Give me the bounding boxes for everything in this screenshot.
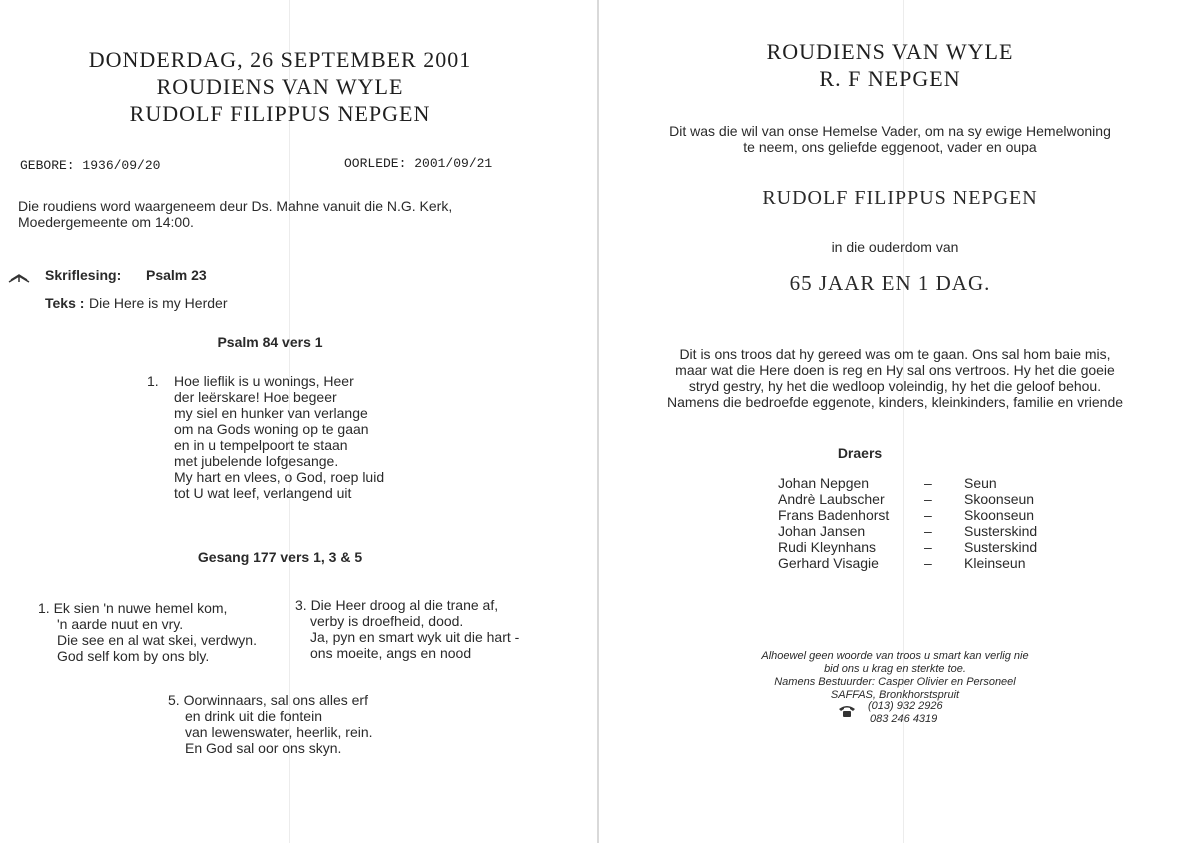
hymn-verse-5 <box>168 692 373 756</box>
psalm-line: My hart en vlees, o God, roep luid <box>174 469 385 485</box>
hymn-title: Gesang 177 vers 1, 3 & 5 <box>197 549 363 565</box>
phone-2: 083 246 4319 <box>870 713 938 725</box>
hymn-line: verby is droefheid, dood. <box>310 613 464 629</box>
psalm-line: met jubelende lofgesange. <box>174 453 339 469</box>
bearer-dash: – <box>924 475 932 491</box>
table-row <box>778 539 1037 555</box>
hymn-line: 5. Oorwinnaars, sal ons alles erf <box>168 692 368 708</box>
heading-name: RUDOLF FILIPPUS NEPGEN <box>129 101 431 126</box>
heading-initials: R. F NEPGEN <box>819 66 961 91</box>
hymn-line: 1. Ek sien 'n nuwe hemel kom, <box>38 600 228 616</box>
bearer-name: Frans Badenhorst <box>778 507 890 523</box>
reading-value: Psalm 23 <box>146 267 207 283</box>
hymn-line: en drink uit die fontein <box>185 708 322 724</box>
hymn-line: God self kom by ons bly. <box>57 648 210 664</box>
bearer-dash: – <box>924 539 932 555</box>
bearer-dash: – <box>924 555 932 571</box>
comfort-line: Dit is ons troos dat hy gereed was om te gaan. Ons sal hom baie mis, <box>679 346 1111 362</box>
psalm-line: Hoe lieflik is u wonings, Heer <box>174 373 354 389</box>
bearer-name: Gerhard Visagie <box>778 555 879 571</box>
bearer-dash: – <box>924 491 932 507</box>
psalm-title: Psalm 84 vers 1 <box>217 334 323 350</box>
hymn-line: 3. Die Heer droog al die trane af, <box>295 597 499 613</box>
bearer-relation: Susterskind <box>964 539 1038 555</box>
intro-line: te neem, ons geliefde eggenoot, vader en oupa <box>743 139 1037 155</box>
bearer-relation: Skoonseun <box>964 491 1035 507</box>
left-heading <box>20 46 540 127</box>
hymn-verse-3 <box>295 597 519 661</box>
heading-service: ROUDIENS VAN WYLE <box>766 39 1014 64</box>
intro-line: Die roudiens word waargeneem deur Ds. Mahne vanuit die N.G. Kerk, <box>18 198 453 214</box>
heading-date: DONDERDAG, 26 SEPTEMBER 2001 <box>88 47 472 72</box>
hymn-line: ons moeite, angs en nood <box>310 645 472 661</box>
psalm-line: tot U wat leef, verlangend uit <box>174 485 352 501</box>
intro-line: Moedergemeente om 14:00. <box>18 214 194 230</box>
bearers-list <box>778 475 1037 571</box>
right-intro <box>620 123 1160 155</box>
service-intro <box>18 198 452 230</box>
footer-line: bid ons u krag en sterkte toe. <box>824 663 966 675</box>
hymn-line: 'n aarde nuut en vry. <box>57 616 184 632</box>
text-label: Teks : <box>45 295 85 311</box>
psalm-line: my siel en hunker van verlange <box>174 405 368 421</box>
comfort-line: stryd gestry, hy het die wedloop voleindig, hy het die geloof behou. <box>688 378 1102 394</box>
table-row <box>778 507 1037 523</box>
hymn-line: En God sal oor ons skyn. <box>185 740 342 756</box>
bearer-relation: Seun <box>964 475 997 491</box>
bearers-title: Draers <box>837 445 883 461</box>
bearer-relation: Skoonseun <box>964 507 1035 523</box>
table-row <box>778 523 1037 539</box>
deceased-name: RUDOLF FILIPPUS NEPGEN <box>762 187 1038 209</box>
bearer-name: Johan Nepgen <box>778 475 870 491</box>
hymn-line: van lewenswater, heerlik, rein. <box>185 724 373 740</box>
comfort-text <box>620 346 1170 410</box>
page-fold-center <box>597 0 599 843</box>
heading-service: ROUDIENS VAN WYLE <box>156 74 404 99</box>
psalm-line: der leërskare! Hoe begeer <box>174 389 337 405</box>
phone-1: (013) 932 2926 <box>868 700 943 712</box>
bearer-relation: Kleinseun <box>964 555 1026 571</box>
text-value: Die Here is my Herder <box>89 295 228 311</box>
comfort-line: Namens die bedroefde eggenote, kinders, kleinkinders, familie en vriende <box>666 394 1124 410</box>
table-row <box>778 475 1037 491</box>
death-date: OORLEDE: 2001/09/21 <box>344 156 493 171</box>
bearer-dash: – <box>924 507 932 523</box>
telephone-icon <box>838 704 856 723</box>
psalm-line: en in u tempelpoort te staan <box>174 437 348 453</box>
footer-line: Alhoewel geen woorde van troos u smart kan verlig nie <box>761 650 1029 662</box>
psalm-line: om na Gods woning op te gaan <box>174 421 369 437</box>
table-row <box>778 491 1037 507</box>
bible-icon <box>8 270 30 288</box>
comfort-line: maar wat die Here doen is reg en Hy sal ons vertroos. Hy het die goeie <box>675 362 1115 378</box>
psalm-number: 1. <box>147 373 159 389</box>
age: 65 JAAR EN 1 DAG. <box>789 271 991 295</box>
bearer-name: Andrè Laubscher <box>778 491 885 507</box>
age-intro: in die ouderdom van <box>831 239 959 255</box>
bearer-relation: Susterskind <box>964 523 1038 539</box>
psalm-verse <box>174 373 384 501</box>
intro-line: Dit was die wil van onse Hemelse Vader, om na sy ewige Hemelwoning <box>669 123 1111 139</box>
bearer-name: Johan Jansen <box>778 523 866 539</box>
hymn-verse-1 <box>38 600 257 664</box>
hymn-line: Ja, pyn en smart wyk uit die hart - <box>310 629 520 645</box>
funeral-home-note <box>720 650 1070 702</box>
right-heading <box>640 38 1140 92</box>
bearer-dash: – <box>924 523 932 539</box>
bearers-table <box>778 475 1037 571</box>
table-row <box>778 555 1037 571</box>
hymn-line: Die see en al wat skei, verdwyn. <box>57 632 257 648</box>
born-date: GEBORE: 1936/09/20 <box>20 158 161 173</box>
reading-label: Skriflesing: <box>45 267 122 283</box>
bearer-name: Rudi Kleynhans <box>778 539 877 555</box>
footer-line: Namens Bestuurder: Casper Olivier en Personeel <box>774 676 1016 688</box>
footer-line: SAFFAS, Bronkhorstspruit <box>830 689 960 701</box>
